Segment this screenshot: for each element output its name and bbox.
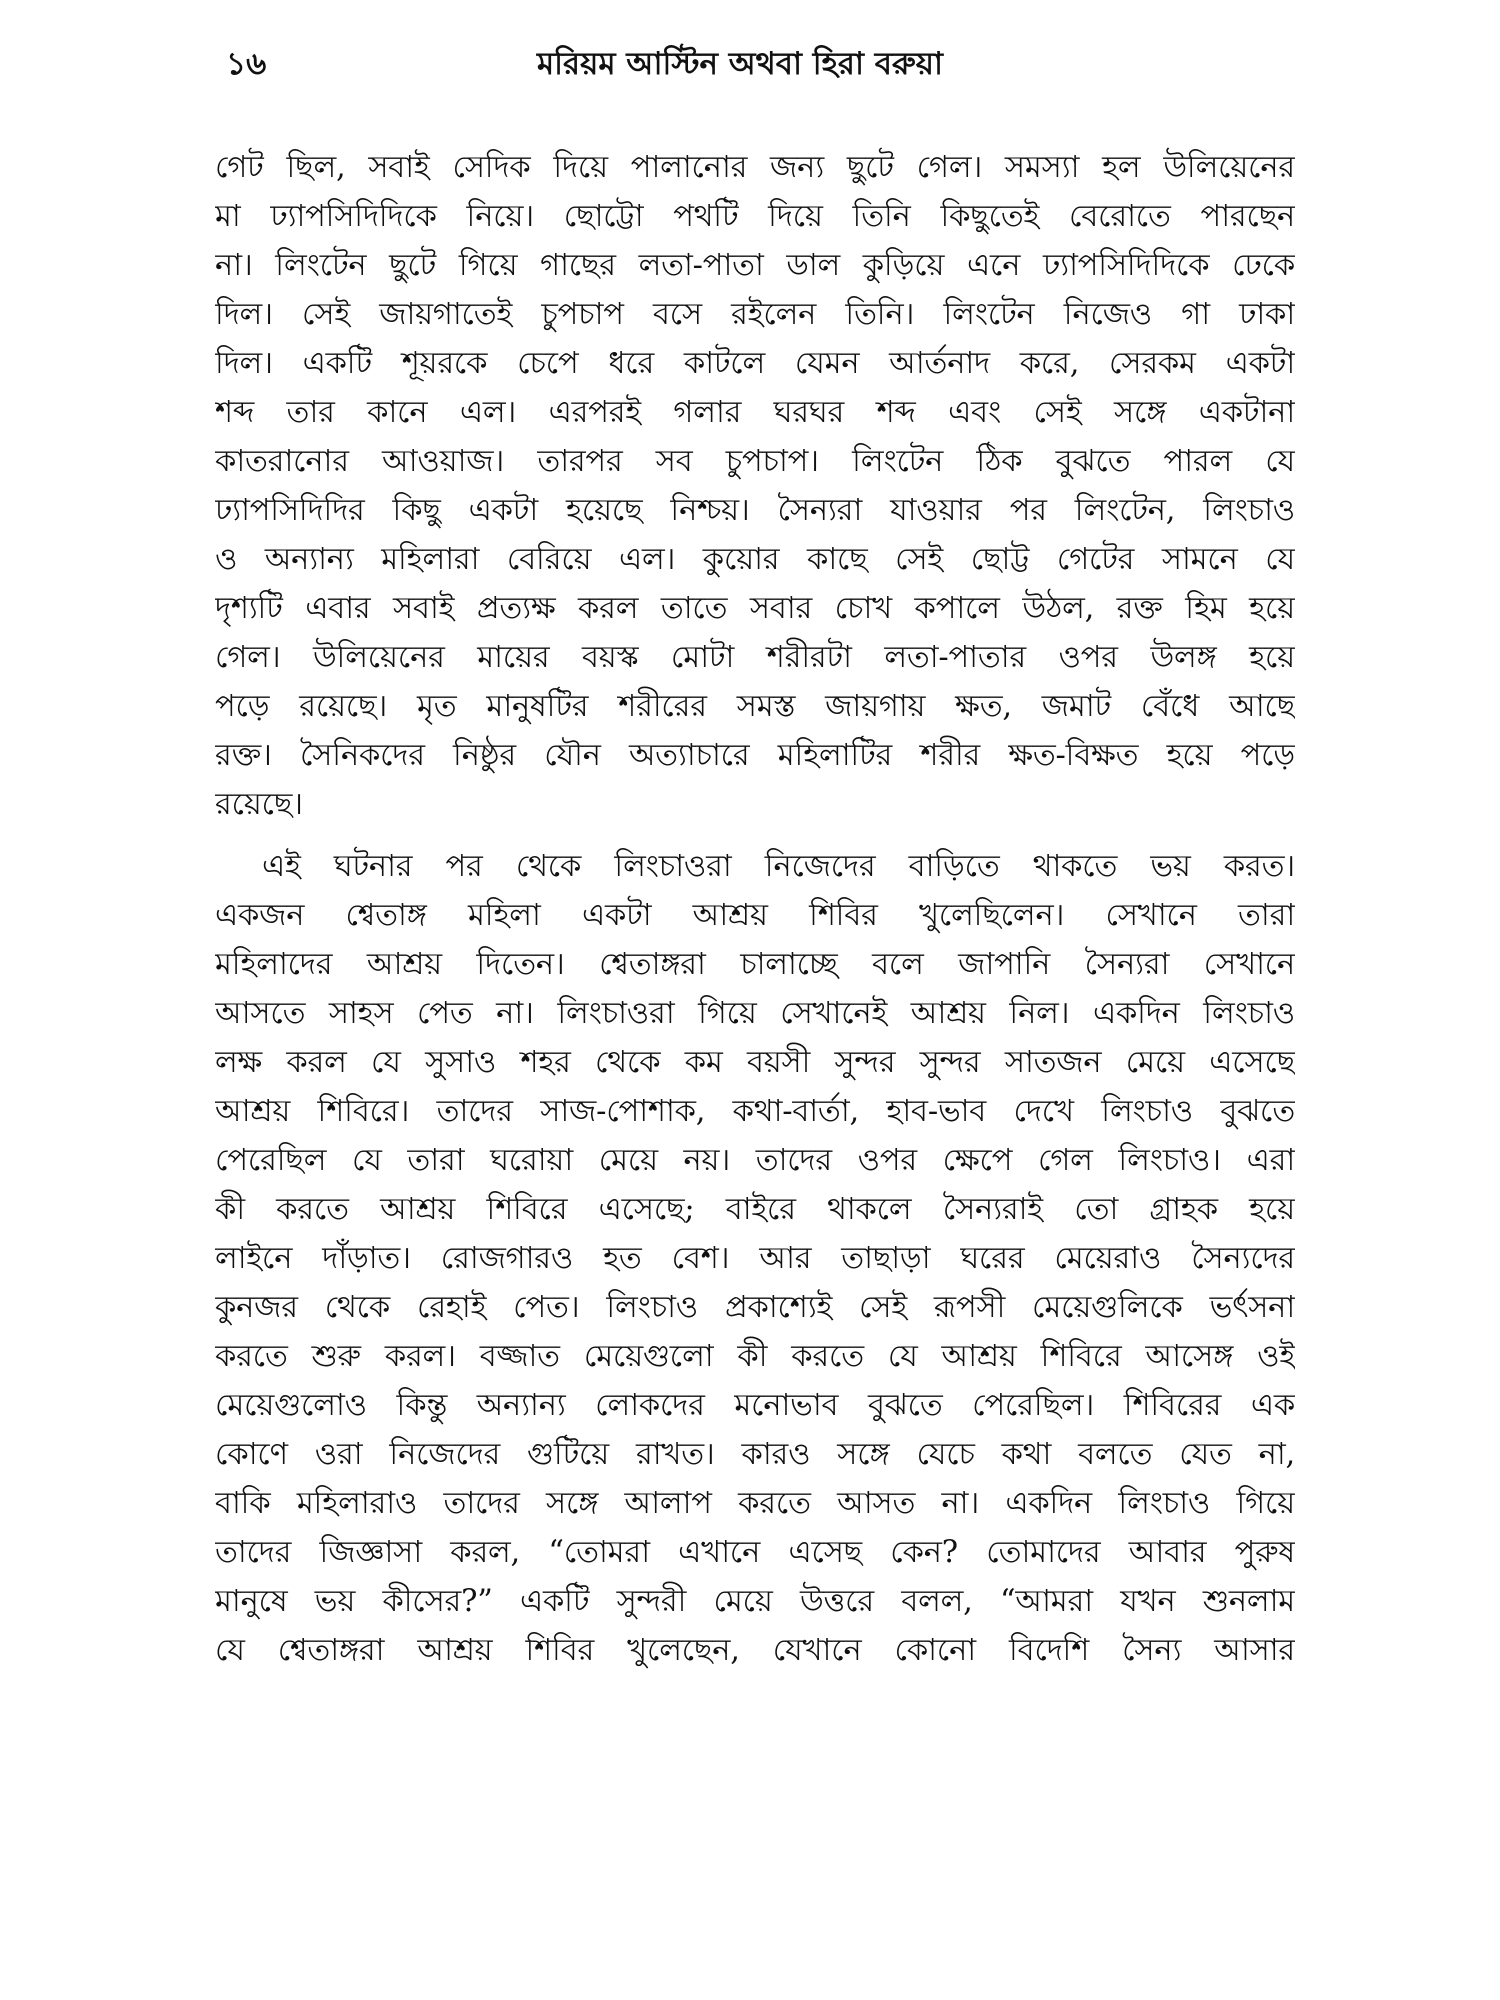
text-line: রয়েছে।: [215, 787, 303, 822]
text-line: তাদের জিজ্ঞাসা করল, “তোমরা এখানে এসেছ কেন? তোমাদের আবার পুরুষ: [215, 1535, 1295, 1570]
text-line: করতে শুরু করল। বজ্জাত মেয়েগুলো কী করতে যে আশ্রয় শিবিরে আসেঙ্গ ওই: [215, 1339, 1295, 1374]
text-line: আশ্রয় শিবিরে। তাদের সাজ-পোশাক, কথা-বার্তা, হাব-ভাব দেখে লিংচাও বুঝতে: [215, 1094, 1295, 1129]
text-line: গেট ছিল, সবাই সেদিক দিয়ে পালানোর জন্য ছুটে গেল। সমস্যা হল উলিয়েনের: [215, 150, 1295, 185]
text-line: মহিলাদের আশ্রয় দিতেন। শ্বেতাঙ্গরা চালাচ্ছে বলে জাপানি সৈন্যরা সেখানে: [215, 947, 1295, 982]
text-line: কী করতে আশ্রয় শিবিরে এসেছে; বাইরে থাকলে সৈন্যরাই তো গ্রাহক হয়ে: [215, 1192, 1295, 1227]
text-line: না। লিংটেন ছুটে গিয়ে গাছের লতা-পাতা ডাল কুড়িয়ে এনে ঢ্যাপসিদিদিকে ঢেকে: [215, 248, 1295, 283]
running-title: মরিয়ম আস্টিন অথবা হিরা বরুয়া: [536, 46, 944, 82]
page-number: ১৬: [226, 46, 267, 82]
text-line: পেরেছিল যে তারা ঘরোয়া মেয়ে নয়। তাদের ওপর ক্ষেপে গেল লিংচাও। এরা: [215, 1143, 1295, 1178]
text-line: কোণে ওরা নিজেদের গুটিয়ে রাখত। কারও সঙ্গে যেচে কথা বলতে যেত না,: [215, 1437, 1295, 1472]
text-line: ও অন্যান্য মহিলারা বেরিয়ে এল। কুয়োর কাছে সেই ছোট্ট গেটের সামনে যে: [215, 542, 1295, 577]
paragraph-first-line: এই ঘটনার পর থেকে লিংচাওরা নিজেদের বাড়িতে থাকতে ভয় করত।: [262, 849, 1295, 884]
text-line: মানুষে ভয় কীসের?” একটি সুন্দরী মেয়ে উত্তরে বলল, “আমরা যখন শুনলাম: [215, 1584, 1295, 1619]
text-line: রক্ত। সৈনিকদের নিষ্ঠুর যৌন অত্যাচারে মহিলাটির শরীর ক্ষত-বিক্ষত হয়ে পড়ে: [215, 738, 1295, 773]
text-line: পড়ে রয়েছে। মৃত মানুষটির শরীরের সমস্ত জায়গায় ক্ষত, জমাট বেঁধে আছে: [215, 689, 1295, 724]
text-line: শব্দ তার কানে এল। এরপরই গলার ঘরঘর শব্দ এবং সেই সঙ্গে একটানা: [215, 395, 1295, 430]
text-line: দৃশ্যটি এবার সবাই প্রত্যক্ষ করল তাতে সবার চোখ কপালে উঠল, রক্ত হিম হয়ে: [215, 591, 1295, 626]
text-line: কাতরানোর আওয়াজ। তারপর সব চুপচাপ। লিংটেন ঠিক বুঝতে পারল যে: [215, 444, 1295, 479]
text-line: দিল। সেই জায়গাতেই চুপচাপ বসে রইলেন তিনি। লিংটেন নিজেও গা ঢাকা: [215, 297, 1295, 332]
text-line: একজন শ্বেতাঙ্গ মহিলা একটা আশ্রয় শিবির খুলেছিলেন। সেখানে তারা: [215, 898, 1295, 933]
text-line: মেয়েগুলোও কিন্তু অন্যান্য লোকদের মনোভাব বুঝতে পেরেছিল। শিবিরের এক: [215, 1388, 1295, 1423]
text-line: আসতে সাহস পেত না। লিংচাওরা গিয়ে সেখানেই আশ্রয় নিল। একদিন লিংচাও: [215, 996, 1295, 1031]
text-line: দিল। একটি শূয়রকে চেপে ধরে কাটলে যেমন আর্তনাদ করে, সেরকম একটা: [215, 346, 1295, 381]
text-line: বাকি মহিলারাও তাদের সঙ্গে আলাপ করতে আসত না। একদিন লিংচাও গিয়ে: [215, 1486, 1295, 1521]
text-line: লক্ষ করল যে সুসাও শহর থেকে কম বয়সী সুন্দর সুন্দর সাতজন মেয়ে এসেছে: [215, 1045, 1295, 1080]
text-line: যে শ্বেতাঙ্গরা আশ্রয় শিবির খুলেছেন, যেখানে কোনো বিদেশি সৈন্য আসার: [215, 1633, 1295, 1668]
text-line: কুনজর থেকে রেহাই পেত। লিংচাও প্রকাশ্যেই সেই রূপসী মেয়েগুলিকে ভর্ৎসনা: [215, 1290, 1295, 1325]
text-line: ঢ্যাপসিদিদির কিছু একটা হয়েছে নিশ্চয়। সৈন্যরা যাওয়ার পর লিংটেন, লিংচাও: [215, 493, 1295, 528]
text-line: গেল। উলিয়েনের মায়ের বয়স্ক মোটা শরীরটা লতা-পাতার ওপর উলঙ্গ হয়ে: [215, 640, 1295, 675]
text-line: লাইনে দাঁড়াত। রোজগারও হত বেশ। আর তাছাড়া ঘরের মেয়েরাও সৈন্যদের: [215, 1241, 1295, 1276]
text-line: মা ঢ্যাপসিদিদিকে নিয়ে। ছোট্টো পথটি দিয়ে তিনি কিছুতেই বেরোতে পারছেন: [215, 199, 1295, 234]
